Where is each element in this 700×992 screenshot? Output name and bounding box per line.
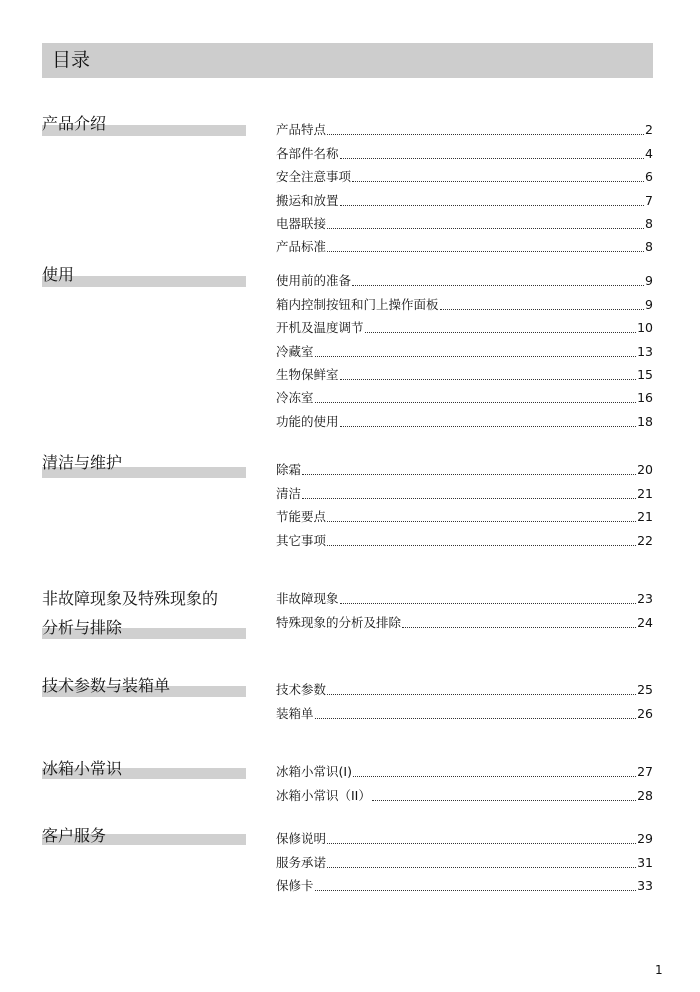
toc-entry[interactable]: [276, 584, 653, 607]
toc-entry-page: 18: [637, 413, 653, 429]
toc-entry[interactable]: [276, 675, 653, 698]
toc-entry-label: 各部件名称: [276, 145, 339, 161]
toc-dot-leader: [315, 402, 637, 403]
toc-entry-list: [276, 824, 653, 894]
toc-entry-page: 21: [637, 509, 653, 525]
toc-entry[interactable]: [276, 871, 653, 894]
toc-entry-page: 15: [637, 366, 653, 382]
toc-entry-page: 13: [637, 343, 653, 359]
toc-entry[interactable]: [276, 478, 653, 501]
toc-entry-page: 8: [645, 215, 653, 231]
toc-entry-label: 非故障现象: [276, 591, 339, 607]
toc-dot-leader: [353, 776, 636, 777]
toc-entry-page: 33: [637, 878, 653, 894]
toc-entry[interactable]: [276, 232, 653, 255]
toc-entry-page: 2: [645, 122, 653, 138]
toc-entry-page: 4: [645, 145, 653, 161]
toc-entry[interactable]: [276, 780, 653, 803]
toc-entry[interactable]: [276, 406, 653, 429]
toc-entry-page: 25: [637, 682, 653, 698]
toc-entry-label: 搬运和放置: [276, 192, 339, 208]
toc-entry[interactable]: [276, 115, 653, 138]
toc-entry[interactable]: [276, 502, 653, 525]
toc-entry-label: 保修说明: [276, 831, 327, 847]
toc-entry-list: [276, 584, 653, 631]
toc-dot-leader: [372, 800, 636, 801]
toc-dot-leader: [340, 603, 637, 604]
toc-entry-page: 23: [637, 591, 653, 607]
toc-entry[interactable]: [276, 824, 653, 847]
toc-dot-leader: [327, 843, 636, 844]
toc-entry[interactable]: [276, 383, 653, 406]
toc-entry-page: 26: [637, 705, 653, 721]
toc-entry-label: 使用前的准备: [276, 273, 352, 289]
toc-dot-leader: [340, 158, 645, 159]
toc-entry-label: 开机及温度调节: [276, 320, 364, 336]
toc-entry-label: 冷冻室: [276, 390, 314, 406]
toc-entry[interactable]: [276, 455, 653, 478]
toc-entry-page: 6: [645, 169, 653, 185]
toc-entry[interactable]: [276, 209, 653, 232]
toc-entry[interactable]: [276, 525, 653, 548]
toc-dot-leader: [327, 134, 644, 135]
toc-dot-leader: [352, 181, 644, 182]
toc-entry[interactable]: [276, 698, 653, 721]
toc-entry-page: 21: [637, 485, 653, 501]
toc-entry[interactable]: [276, 289, 653, 312]
toc-dot-leader: [327, 228, 644, 229]
page-title: 目录: [52, 49, 91, 71]
toc-entry-page: 9: [645, 273, 653, 289]
toc-entry[interactable]: [276, 607, 653, 630]
toc-entry-page: 27: [637, 764, 653, 780]
toc-entry-label: 服务承诺: [276, 854, 327, 870]
toc-entry[interactable]: [276, 847, 653, 870]
toc-entry[interactable]: [276, 313, 653, 336]
toc-entry-page: 31: [637, 854, 653, 870]
toc-entry[interactable]: [276, 185, 653, 208]
section-title: 客户服务: [42, 826, 107, 845]
toc-entry[interactable]: [276, 336, 653, 359]
toc-entry-page: 20: [637, 462, 653, 478]
toc-entry-list: [276, 455, 653, 549]
toc-entry-label: 电器联接: [276, 215, 327, 231]
toc-entry-label: 生物保鲜室: [276, 366, 339, 382]
toc-header-bar: [42, 43, 653, 78]
toc-entry[interactable]: [276, 360, 653, 383]
toc-dot-leader: [440, 309, 645, 310]
toc-dot-leader: [327, 545, 636, 546]
section-title: 非故障现象及特殊现象的: [42, 589, 219, 608]
toc-entry-page: 16: [637, 390, 653, 406]
toc-entry-label: 技术参数: [276, 682, 327, 698]
section-title: 分析与排除: [42, 618, 123, 637]
toc-entry-label: 清洁: [276, 485, 302, 501]
toc-entry-label: 特殊现象的分析及排除: [276, 614, 402, 630]
toc-entry-label: 其它事项: [276, 532, 327, 548]
section-title: 使用: [42, 265, 75, 284]
toc-dot-leader: [340, 205, 645, 206]
toc-entry-list: [276, 115, 653, 255]
toc-dot-leader: [302, 474, 636, 475]
toc-entry-page: 29: [637, 831, 653, 847]
toc-dot-leader: [327, 521, 636, 522]
toc-dot-leader: [327, 867, 636, 868]
toc-entry-label: 除霜: [276, 462, 302, 478]
toc-entry-page: 10: [637, 320, 653, 336]
toc-dot-leader: [340, 426, 637, 427]
section-title: 技术参数与装箱单: [42, 676, 171, 695]
toc-dot-leader: [302, 498, 636, 499]
toc-entry-label: 保修卡: [276, 878, 314, 894]
toc-entry-list: [276, 757, 653, 804]
toc-entry-page: 9: [645, 296, 653, 312]
toc-dot-leader: [402, 627, 636, 628]
toc-dot-leader: [340, 379, 637, 380]
toc-entry-label: 功能的使用: [276, 413, 339, 429]
page-number: 1: [655, 963, 663, 977]
toc-dot-leader: [327, 694, 636, 695]
toc-entry-page: 7: [645, 192, 653, 208]
toc-entry[interactable]: [276, 266, 653, 289]
toc-entry[interactable]: [276, 757, 653, 780]
toc-entry[interactable]: [276, 162, 653, 185]
toc-dot-leader: [315, 890, 637, 891]
section-title: 冰箱小常识: [42, 759, 123, 778]
toc-dot-leader: [315, 356, 637, 357]
toc-entry-page: 24: [637, 614, 653, 630]
toc-entry-list: [276, 675, 653, 722]
toc-entry-label: 箱内控制按钮和门上操作面板: [276, 296, 439, 312]
toc-entry-page: 8: [645, 239, 653, 255]
toc-dot-leader: [352, 285, 644, 286]
toc-entry-label: 节能要点: [276, 509, 327, 525]
toc-entry-label: 冷藏室: [276, 343, 314, 359]
toc-entry-label: 产品特点: [276, 122, 327, 138]
toc-entry-label: 冰箱小常识（II）: [276, 787, 371, 803]
toc-dot-leader: [365, 332, 637, 333]
toc-entry-page: 22: [637, 532, 653, 548]
section-title: 产品介绍: [42, 114, 107, 133]
toc-entry-label: 装箱单: [276, 705, 314, 721]
section-title: 清洁与维护: [42, 453, 123, 472]
toc-entry-label: 冰箱小常识(I): [276, 764, 352, 780]
toc-entry-list: [276, 266, 653, 430]
toc-entry-label: 产品标准: [276, 239, 327, 255]
toc-entry[interactable]: [276, 138, 653, 161]
toc-entry-page: 28: [637, 787, 653, 803]
toc-dot-leader: [327, 251, 644, 252]
toc-entry-label: 安全注意事项: [276, 169, 352, 185]
toc-dot-leader: [315, 718, 637, 719]
